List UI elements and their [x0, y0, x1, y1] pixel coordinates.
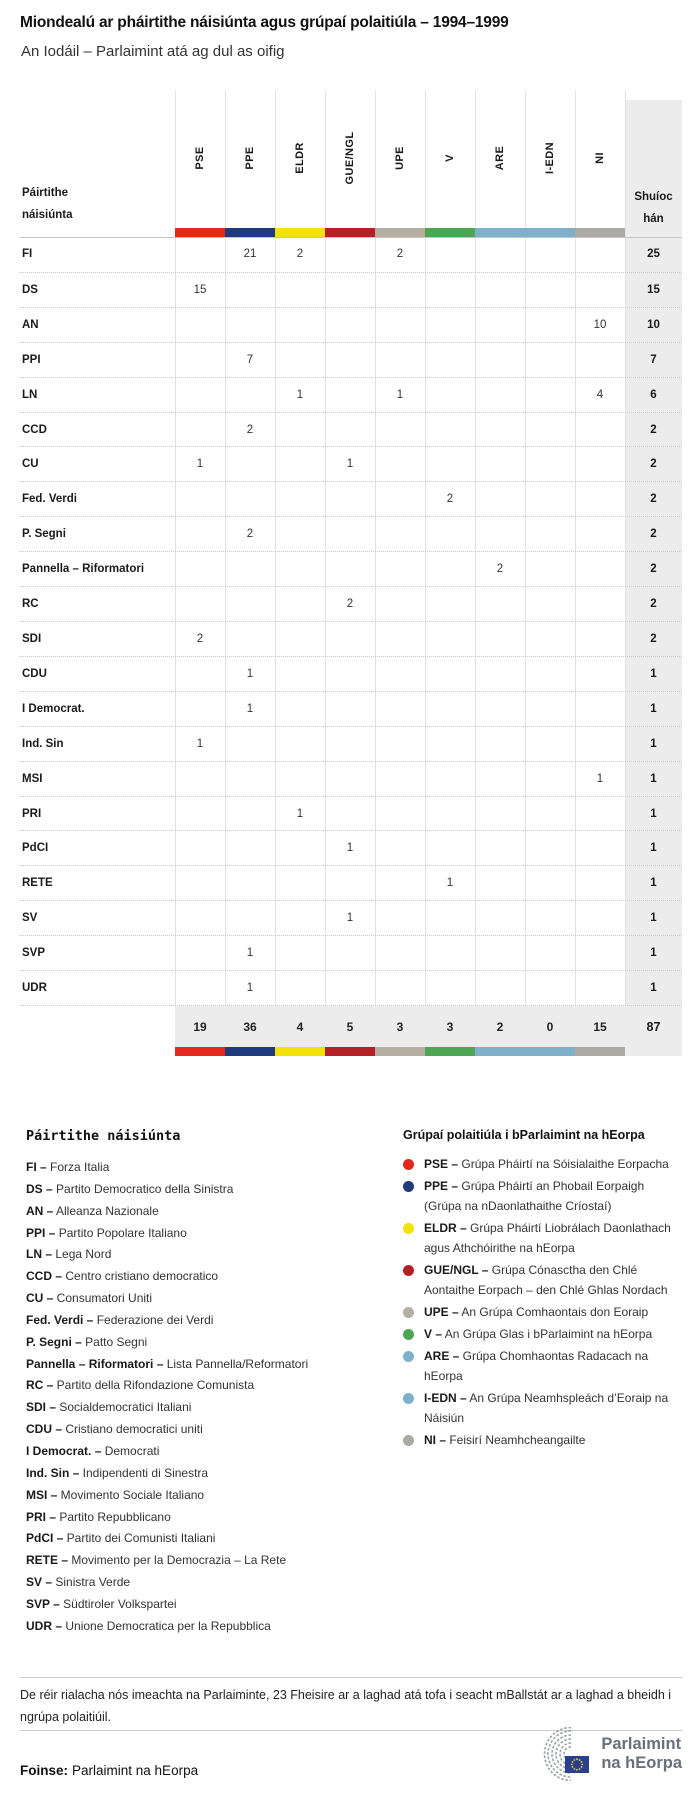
seat-count: 2	[496, 563, 504, 576]
seat-count: 2	[396, 248, 404, 261]
page-title: Miondealú ar pháirtithe náisiúnta agus grúpaí polaitiúla – 1994–1999	[20, 14, 509, 31]
table-row	[20, 796, 682, 831]
group-legend-text: GUE/NGL – Grúpa Cónasctha den Chlé Aontaithe Eorpach – den Chlé Ghlas Nordach	[424, 1263, 668, 1297]
party-name: P. Segni	[22, 528, 66, 541]
group-legend-title: Grúpaí polaitiúla i bParlaimint na hEorpa	[403, 1128, 645, 1142]
table-row	[20, 307, 682, 342]
party-legend-item: Pannella – Riformatori – Lista Pannella/Reformatori	[26, 1356, 309, 1371]
group-legend-list	[403, 1154, 681, 1450]
party-legend-abbr: PPI –	[26, 1225, 56, 1240]
row-total: 2	[650, 493, 657, 506]
party-name: Pannella – Riformatori	[22, 563, 145, 576]
table-row	[20, 726, 682, 761]
column-header-PPE	[225, 110, 275, 206]
seat-count: 1	[596, 772, 604, 785]
table-row	[20, 761, 682, 796]
eu-flag-icon	[565, 1756, 589, 1773]
party-legend-title: Páirtithe náisiúnta	[26, 1128, 181, 1144]
page-subtitle: An Iodáil – Parlaimint atá ag dul as oifig	[21, 43, 285, 60]
table-row	[20, 551, 682, 586]
group-color-band-bottom	[375, 1047, 425, 1056]
column-total: 0	[546, 1019, 554, 1034]
totals-row	[20, 1005, 682, 1047]
row-total: 2	[650, 423, 657, 436]
column-header-ARE	[475, 110, 525, 206]
legend-dot-NI	[403, 1435, 414, 1446]
party-legend-abbr: RC –	[26, 1378, 54, 1393]
party-legend-item: P. Segni – Patto Segni	[26, 1334, 148, 1349]
column-header-ELDR	[275, 110, 325, 206]
party-name: I Democrat.	[22, 702, 85, 715]
group-legend-item	[403, 1302, 681, 1322]
group-legend-item	[403, 1324, 681, 1344]
row-total: 1	[650, 947, 657, 960]
ep-logo-line2: na hEorpa	[601, 1754, 682, 1772]
party-name: CCD	[22, 423, 47, 436]
group-legend-abbr: NI –	[424, 1433, 447, 1447]
column-total: 36	[243, 1019, 257, 1034]
column-header-NI	[575, 110, 625, 206]
column-header-I-EDN	[525, 110, 575, 206]
row-total: 25	[647, 248, 660, 261]
column-header-label: ARE	[494, 145, 506, 171]
party-legend-abbr: PdCI –	[26, 1531, 64, 1546]
group-color-band	[275, 228, 325, 237]
row-total: 1	[650, 982, 657, 995]
group-legend-abbr: GUE/NGL –	[424, 1263, 489, 1277]
row-total: 2	[650, 632, 657, 645]
party-name: MSI	[22, 772, 43, 785]
party-legend-item: PRI – Partito Repubblicano	[26, 1509, 171, 1524]
legend-dot-UPE	[403, 1307, 414, 1318]
group-color-band	[575, 228, 625, 237]
group-color-band	[375, 228, 425, 237]
table-row	[20, 830, 682, 865]
party-name: LN	[22, 388, 38, 401]
column-header-GUE/NGL	[325, 110, 375, 206]
row-total: 10	[647, 318, 660, 331]
seat-count: 10	[593, 318, 607, 331]
group-color-band-bottom	[275, 1047, 325, 1056]
group-legend	[403, 1128, 681, 1452]
column-total: 3	[446, 1019, 454, 1034]
column-header-UPE	[375, 110, 425, 206]
row-total: 7	[650, 353, 657, 366]
group-color-band-bottom	[475, 1047, 525, 1056]
party-legend-abbr: Pannella – Riformatori –	[26, 1356, 164, 1371]
seat-count: 1	[346, 458, 354, 471]
party-legend-abbr: P. Segni –	[26, 1334, 82, 1349]
column-header-label: UPE	[394, 146, 406, 170]
group-color-band	[325, 228, 375, 237]
ep-logo-text	[601, 1735, 682, 1773]
seat-count: 1	[396, 388, 404, 401]
seat-count: 15	[193, 283, 207, 296]
party-legend-abbr: DS –	[26, 1181, 53, 1196]
legend-dot-V	[403, 1329, 414, 1340]
party-legend-item: RC – Partito della Rifondazione Comunista	[26, 1378, 255, 1393]
party-legend-item: LN – Lega Nord	[26, 1247, 112, 1262]
seat-count: 1	[346, 842, 354, 855]
seats-column-header: Shuíochán	[634, 191, 673, 225]
footnote-rule-top	[20, 1677, 682, 1678]
seat-count: 2	[296, 248, 304, 261]
legend-dot-PSE	[403, 1159, 414, 1170]
table-row	[20, 970, 682, 1005]
ep-logo-line1: Parlaimint	[601, 1735, 682, 1753]
seat-count: 1	[246, 982, 254, 995]
row-total: 1	[650, 842, 657, 855]
party-legend-list	[26, 1157, 366, 1638]
group-color-band-bottom	[525, 1047, 575, 1056]
legend-dot-ARE	[403, 1351, 414, 1362]
party-legend-abbr: RETE –	[26, 1553, 69, 1568]
party-legend-item: SV – Sinistra Verde	[26, 1575, 131, 1590]
seat-count: 1	[296, 388, 304, 401]
column-total: 19	[193, 1019, 207, 1034]
seat-count: 2	[246, 423, 254, 436]
group-legend-text: PPE – Grúpa Pháirtí an Phobail Eorpaigh (Grúpa na nDaonlathaithe Críostaí)	[424, 1179, 645, 1213]
party-legend-item: UDR – Unione Democratica per la Repubblica	[26, 1618, 271, 1633]
footnote: De réir rialacha nós imeachta na Parlaiminte, 23 Fheisire ar a laghad atá tofa i seacht mBallstát ar a laghad a bheidh i ngrúpa polaitiúil.	[20, 1688, 672, 1724]
seat-count: 1	[446, 877, 454, 890]
source-text: Parlaimint na hEorpa	[72, 1763, 199, 1778]
seat-count: 21	[243, 248, 257, 261]
group-legend-item	[403, 1346, 681, 1386]
row-total: 2	[650, 458, 657, 471]
party-legend-abbr: PRI –	[26, 1509, 57, 1524]
table-row	[20, 900, 682, 935]
party-name: CDU	[22, 667, 47, 680]
seat-count: 1	[246, 667, 254, 680]
party-legend-abbr: AN –	[26, 1203, 54, 1218]
party-legend-item: DS – Partito Democratico della Sinistra	[26, 1181, 234, 1196]
table-row	[20, 446, 682, 481]
party-legend-item: SDI – Socialdemocratici Italiani	[26, 1400, 192, 1415]
row-total: 1	[650, 737, 657, 750]
ep-logo	[529, 1727, 682, 1781]
row-total: 1	[650, 877, 657, 890]
party-name: AN	[22, 318, 39, 331]
party-name: SVP	[22, 947, 46, 960]
party-name: UDR	[22, 982, 47, 995]
legend-dot-I-EDN	[403, 1393, 414, 1404]
party-legend-abbr: SDI –	[26, 1400, 57, 1415]
table-row	[20, 272, 682, 307]
row-total: 1	[650, 912, 657, 925]
group-color-band-bottom	[425, 1047, 475, 1056]
column-total: 4	[296, 1019, 304, 1034]
party-legend-item: MSI – Movimento Sociale Italiano	[26, 1487, 205, 1502]
column-header-V	[425, 110, 475, 206]
column-header-label: PPE	[244, 146, 256, 170]
party-name: SDI	[22, 632, 42, 645]
party-legend-item: PdCI – Partito dei Comunisti Italiani	[26, 1531, 216, 1546]
party-name: SV	[22, 912, 38, 925]
party-legend-abbr: MSI –	[26, 1487, 58, 1502]
party-name: RC	[22, 598, 39, 611]
table-row	[20, 935, 682, 970]
column-header-PSE	[175, 110, 225, 206]
hemicycle-icon	[529, 1727, 593, 1781]
group-legend-item	[403, 1218, 681, 1258]
group-color-band-bottom	[575, 1047, 625, 1056]
legend-dot-ELDR	[403, 1223, 414, 1234]
column-header-label: NI	[594, 152, 606, 164]
party-legend-abbr: Fed. Verdi –	[26, 1312, 94, 1327]
party-legend-abbr: SV –	[26, 1575, 53, 1590]
row-total: 2	[650, 528, 657, 541]
party-name: CU	[22, 458, 39, 471]
party-name: DS	[22, 283, 38, 296]
seat-count: 1	[246, 947, 254, 960]
table-row	[20, 656, 682, 691]
legend-dot-GUE/NGL	[403, 1265, 414, 1276]
group-legend-text: PSE – Grúpa Pháirtí na Sóisialaithe Eorpacha	[424, 1157, 669, 1171]
group-legend-abbr: UPE –	[424, 1305, 459, 1319]
group-legend-abbr: I-EDN –	[424, 1391, 467, 1405]
party-name: PPI	[22, 353, 41, 366]
party-legend-abbr: Ind. Sin –	[26, 1465, 80, 1480]
row-header-line2: náisiúnta	[22, 209, 73, 221]
table-row	[20, 621, 682, 656]
seat-count: 2	[346, 598, 354, 611]
row-total: 2	[650, 598, 657, 611]
party-legend-item: AN – Alleanza Nazionale	[26, 1203, 159, 1218]
party-legend-abbr: UDR –	[26, 1618, 63, 1633]
seat-count: 2	[196, 632, 204, 645]
table-row	[20, 412, 682, 447]
row-total: 15	[647, 283, 660, 296]
group-color-band-bottom	[175, 1047, 225, 1056]
column-total: 2	[496, 1019, 504, 1034]
group-legend-text: I-EDN – An Grúpa Neamhspleách d’Eoraip na Náisiún	[424, 1391, 669, 1425]
party-legend	[26, 1128, 366, 1638]
seats-table	[20, 90, 682, 1057]
group-legend-text: ELDR – Grúpa Pháirtí Liobrálach Daonlathach agus Athchóirithe na hEorpa	[424, 1221, 671, 1255]
group-legend-item	[403, 1154, 681, 1174]
seat-count: 4	[596, 388, 604, 401]
row-total: 6	[650, 388, 657, 401]
party-legend-item: RETE – Movimento per la Democrazia – La Rete	[26, 1553, 287, 1568]
seat-count: 7	[246, 353, 254, 366]
column-header-label: V	[444, 154, 456, 162]
group-legend-item	[403, 1176, 681, 1216]
seat-count: 2	[446, 493, 454, 506]
column-total: 3	[396, 1019, 404, 1034]
group-color-band	[175, 228, 225, 237]
group-legend-item	[403, 1388, 681, 1428]
row-header	[22, 182, 72, 226]
party-legend-item: CDU – Cristiano democratici uniti	[26, 1422, 203, 1437]
party-name: PdCI	[22, 842, 49, 855]
party-legend-abbr: FI –	[26, 1160, 47, 1174]
column-header-label: ELDR	[294, 142, 306, 174]
row-total: 1	[650, 667, 657, 680]
party-name: Fed. Verdi	[22, 493, 77, 506]
column-total: 15	[593, 1019, 607, 1034]
seat-count: 1	[196, 737, 204, 750]
seat-count: 1	[346, 912, 354, 925]
row-total: 1	[650, 702, 657, 715]
party-legend-item: PPI – Partito Popolare Italiano	[26, 1225, 187, 1240]
party-legend-abbr: CU –	[26, 1291, 54, 1306]
party-name: PRI	[22, 807, 42, 820]
group-legend-item	[403, 1260, 681, 1300]
table-row	[20, 586, 682, 621]
party-name: Ind. Sin	[22, 737, 64, 750]
seat-count: 1	[196, 458, 204, 471]
group-color-band-bottom	[325, 1047, 375, 1056]
party-name: FI	[22, 248, 33, 261]
grand-total: 87	[646, 1019, 661, 1034]
row-total: 1	[650, 807, 657, 820]
group-color-band	[475, 228, 525, 237]
party-legend-item: CCD – Centro cristiano democratico	[26, 1269, 219, 1284]
table-row	[20, 865, 682, 900]
table-row	[20, 342, 682, 377]
table-row	[20, 237, 682, 272]
source-label: Foinse:	[20, 1763, 69, 1778]
column-header-label: GUE/NGL	[344, 131, 356, 185]
party-legend-abbr: CCD –	[26, 1269, 63, 1284]
group-color-band-bottom	[225, 1047, 275, 1056]
group-color-band	[525, 228, 575, 237]
party-legend-abbr: CDU –	[26, 1422, 63, 1437]
party-legend-item: I Democrat. – Democrati	[26, 1443, 160, 1458]
seat-count: 2	[246, 528, 254, 541]
column-total: 5	[346, 1019, 354, 1034]
table-row	[20, 481, 682, 516]
legend-dot-PPE	[403, 1181, 414, 1192]
party-legend-abbr: LN –	[26, 1247, 53, 1262]
party-legend-item: FI – Forza Italia	[26, 1160, 110, 1174]
row-total: 1	[650, 772, 657, 785]
group-legend-abbr: ARE –	[424, 1349, 460, 1363]
group-color-band	[225, 228, 275, 237]
group-legend-abbr: ELDR –	[424, 1221, 467, 1235]
group-legend-item	[403, 1430, 681, 1450]
party-legend-item: SVP – Südtiroler Volkspartei	[26, 1596, 177, 1611]
table-row	[20, 516, 682, 551]
table-row	[20, 377, 682, 412]
group-legend-text: ARE – Grúpa Chomhaontas Radacach na hEorpa	[424, 1349, 649, 1383]
group-legend-abbr: V –	[424, 1327, 443, 1341]
party-legend-item: Ind. Sin – Indipendenti di Sinestra	[26, 1465, 209, 1480]
party-legend-item: Fed. Verdi – Federazione dei Verdi	[26, 1312, 214, 1327]
party-legend-item: CU – Consumatori Uniti	[26, 1291, 153, 1306]
group-legend-text: V – An Grúpa Glas i bParlaimint na hEorpa	[424, 1327, 653, 1341]
column-header-label: I-EDN	[544, 142, 556, 174]
seat-count: 1	[246, 702, 254, 715]
group-color-band	[425, 228, 475, 237]
party-name: RETE	[22, 877, 53, 890]
column-header-label: PSE	[194, 146, 206, 170]
party-legend-abbr: I Democrat. –	[26, 1443, 102, 1458]
group-legend-abbr: PSE –	[424, 1157, 459, 1171]
group-legend-text: UPE – An Grúpa Comhaontais don Eoraip	[424, 1305, 649, 1319]
source-line	[20, 1763, 198, 1778]
seat-count: 1	[296, 807, 304, 820]
row-header-line1: Páirtithe	[22, 187, 69, 199]
party-legend-abbr: SVP –	[26, 1596, 60, 1611]
group-legend-abbr: PPE –	[424, 1179, 459, 1193]
group-legend-text: NI – Feisirí Neamhcheangailte	[424, 1433, 586, 1447]
table-row	[20, 691, 682, 726]
row-total: 2	[650, 563, 657, 576]
